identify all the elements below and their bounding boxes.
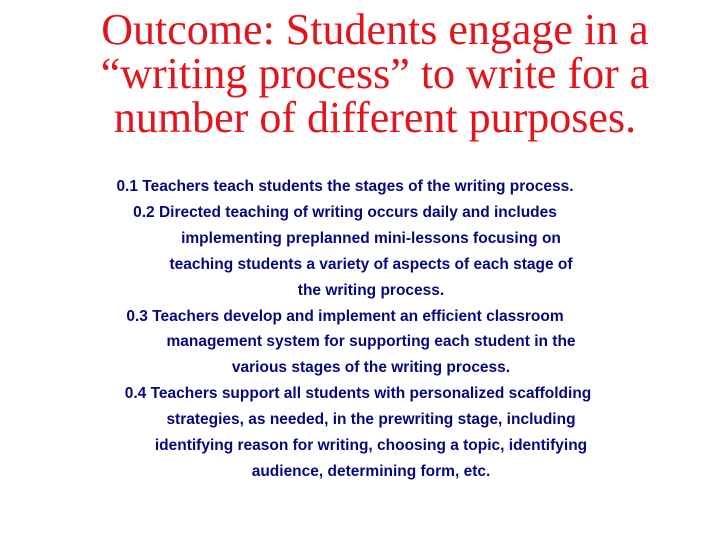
item-0-4-line-2: strategies, as needed, in the prewriting stage, including	[166, 411, 576, 429]
item-0-3-line-2: management system for supporting each student in the	[166, 333, 576, 351]
item-0-3-line-3: various stages of the writing process.	[231, 359, 511, 377]
item-0-2-line-1: 0.2 Directed teaching of writing occurs daily and includes	[133, 203, 557, 221]
item-0-2-line-4: the writing process.	[297, 281, 445, 299]
title-line-2: “writing process” to write for a	[100, 49, 650, 98]
slide-body	[40, 174, 710, 485]
title-line-1: Outcome: Students engage in a	[101, 5, 649, 54]
item-0-3-line-1: 0.3 Teachers develop and implement an efficient classroom	[126, 307, 564, 325]
item-0-1-line-1: 0.1 Teachers teach students the stages of the writing process.	[116, 178, 574, 195]
item-0-4-line-3: identifying reason for writing, choosing a topic, identifying	[154, 437, 588, 455]
item-0-2-line-2: implementing preplanned mini-lessons focusing on	[181, 229, 561, 247]
item-0-2-line-3: teaching students a variety of aspects of each stage of	[169, 255, 573, 273]
slide-title	[40, 5, 710, 142]
item-0-4-line-4: audience, determining form, etc.	[251, 462, 491, 480]
item-0-4-line-1: 0.4 Teachers support all students with personalized scaffolding	[124, 385, 592, 403]
title-line-3: number of different purposes.	[113, 93, 637, 142]
